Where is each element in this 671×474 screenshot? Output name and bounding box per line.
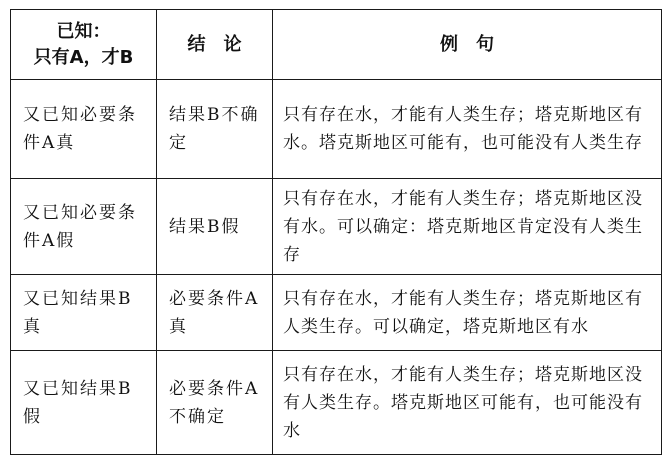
header-known-line2: 只有A，才B — [33, 46, 134, 68]
example-cell: 只有存在水，才能有人类生存；塔克斯地区没有人类生存。塔克斯地区可能有，也可能没有水 — [273, 351, 662, 455]
conclusion-cell: 必要条件A不确定 — [157, 351, 273, 455]
condition-cell: 又已知结果B真 — [11, 275, 157, 351]
header-known-condition — [11, 10, 157, 80]
table-row — [11, 80, 662, 179]
example-cell: 只有存在水，才能有人类生存；塔克斯地区有人类生存。可以确定，塔克斯地区有水 — [273, 275, 662, 351]
condition-cell: 又已知结果B假 — [11, 351, 157, 455]
condition-cell: 又已知必要条件A假 — [11, 179, 157, 275]
header-example: 例 句 — [273, 10, 662, 80]
condition-cell: 又已知必要条件A真 — [11, 80, 157, 179]
conclusion-cell: 结果B假 — [157, 179, 273, 275]
example-cell: 只有存在水，才能有人类生存；塔克斯地区有水。塔克斯地区可能有，也可能没有人类生存 — [273, 80, 662, 179]
header-known-line1: 已知： — [56, 20, 111, 42]
conclusion-cell: 必要条件A真 — [157, 275, 273, 351]
header-conclusion: 结 论 — [157, 10, 273, 80]
necessary-condition-table — [10, 9, 662, 455]
conclusion-cell: 结果B不确定 — [157, 80, 273, 179]
example-cell: 只有存在水，才能有人类生存；塔克斯地区没有水。可以确定：塔克斯地区肯定没有人类生存 — [273, 179, 662, 275]
table-row — [11, 351, 662, 455]
header-row — [11, 10, 662, 80]
table-row — [11, 275, 662, 351]
table-row — [11, 179, 662, 275]
